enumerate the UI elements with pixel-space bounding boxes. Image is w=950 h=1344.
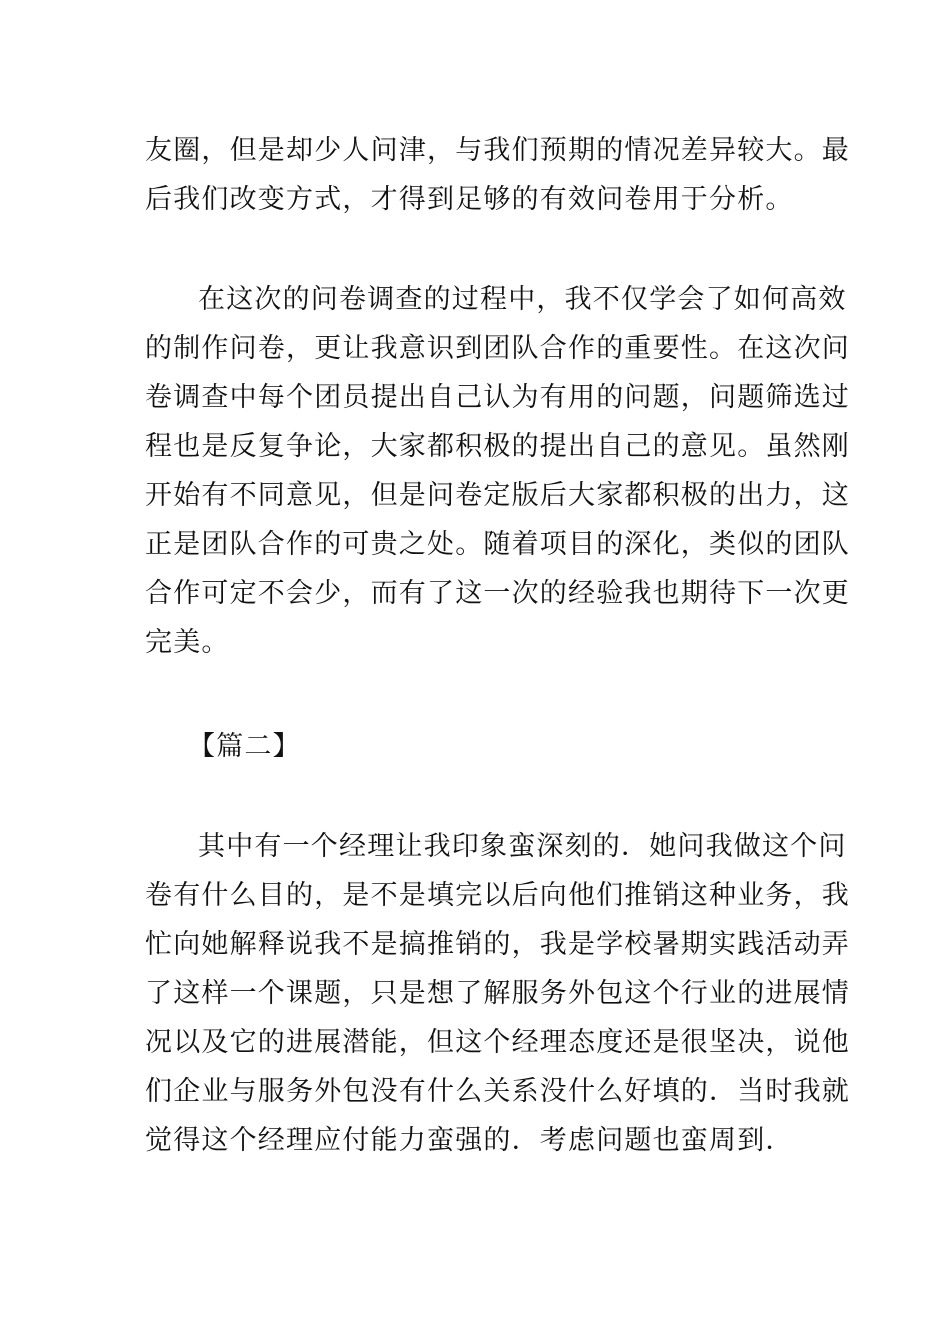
paragraph-2-line-1: 在这次的问卷调查的过程中，我不仅学会了如何高效 bbox=[198, 284, 847, 315]
paragraph-3-line-7: 觉得这个经理应付能力蛮强的．考虑问题也蛮周到． bbox=[145, 1125, 794, 1156]
paragraph-2-line-2: 的制作问卷，更让我意识到团队合作的重要性。在这次问 bbox=[145, 333, 850, 364]
paragraph-1-line-2: 后我们改变方式，才得到足够的有效问卷用于分析。 bbox=[145, 184, 794, 215]
paragraph-3-line-5: 况以及它的进展潜能，但这个经理态度还是很坚决，说他 bbox=[145, 1027, 850, 1058]
paragraph-3-line-3: 忙向她解释说我不是搞推销的，我是学校暑期实践活动弄 bbox=[145, 929, 850, 960]
paragraph-2-line-3: 卷调查中每个团员提出自己认为有用的问题，问题筛选过 bbox=[145, 382, 850, 413]
paragraph-2-line-5: 开始有不同意见，但是问卷定版后大家都积极的出力，这 bbox=[145, 480, 850, 511]
section-heading: 【篇二】 bbox=[188, 731, 301, 762]
paragraph-3-line-6: 们企业与服务外包没有什么关系没什么好填的．当时我就 bbox=[145, 1076, 850, 1107]
paragraph-3-line-4: 了这样一个课题，只是想了解服务外包这个行业的进展情 bbox=[145, 978, 850, 1009]
paragraph-2-line-8: 完美。 bbox=[145, 627, 230, 658]
paragraph-3-line-2: 卷有什么目的，是不是填完以后向他们推销这种业务，我 bbox=[145, 880, 850, 911]
paragraph-2-line-7: 合作可定不会少，而有了这一次的经验我也期待下一次更 bbox=[145, 578, 850, 609]
paragraph-2-line-4: 程也是反复争论，大家都积极的提出自己的意见。虽然刚 bbox=[145, 431, 850, 462]
paragraph-2-line-6: 正是团队合作的可贵之处。随着项目的深化，类似的团队 bbox=[145, 529, 850, 560]
paragraph-1-line-1: 友圈，但是却少人问津，与我们预期的情况差异较大。最 bbox=[145, 135, 850, 166]
paragraph-3-line-1: 其中有一个经理让我印象蛮深刻的．她问我做这个问 bbox=[198, 831, 847, 862]
